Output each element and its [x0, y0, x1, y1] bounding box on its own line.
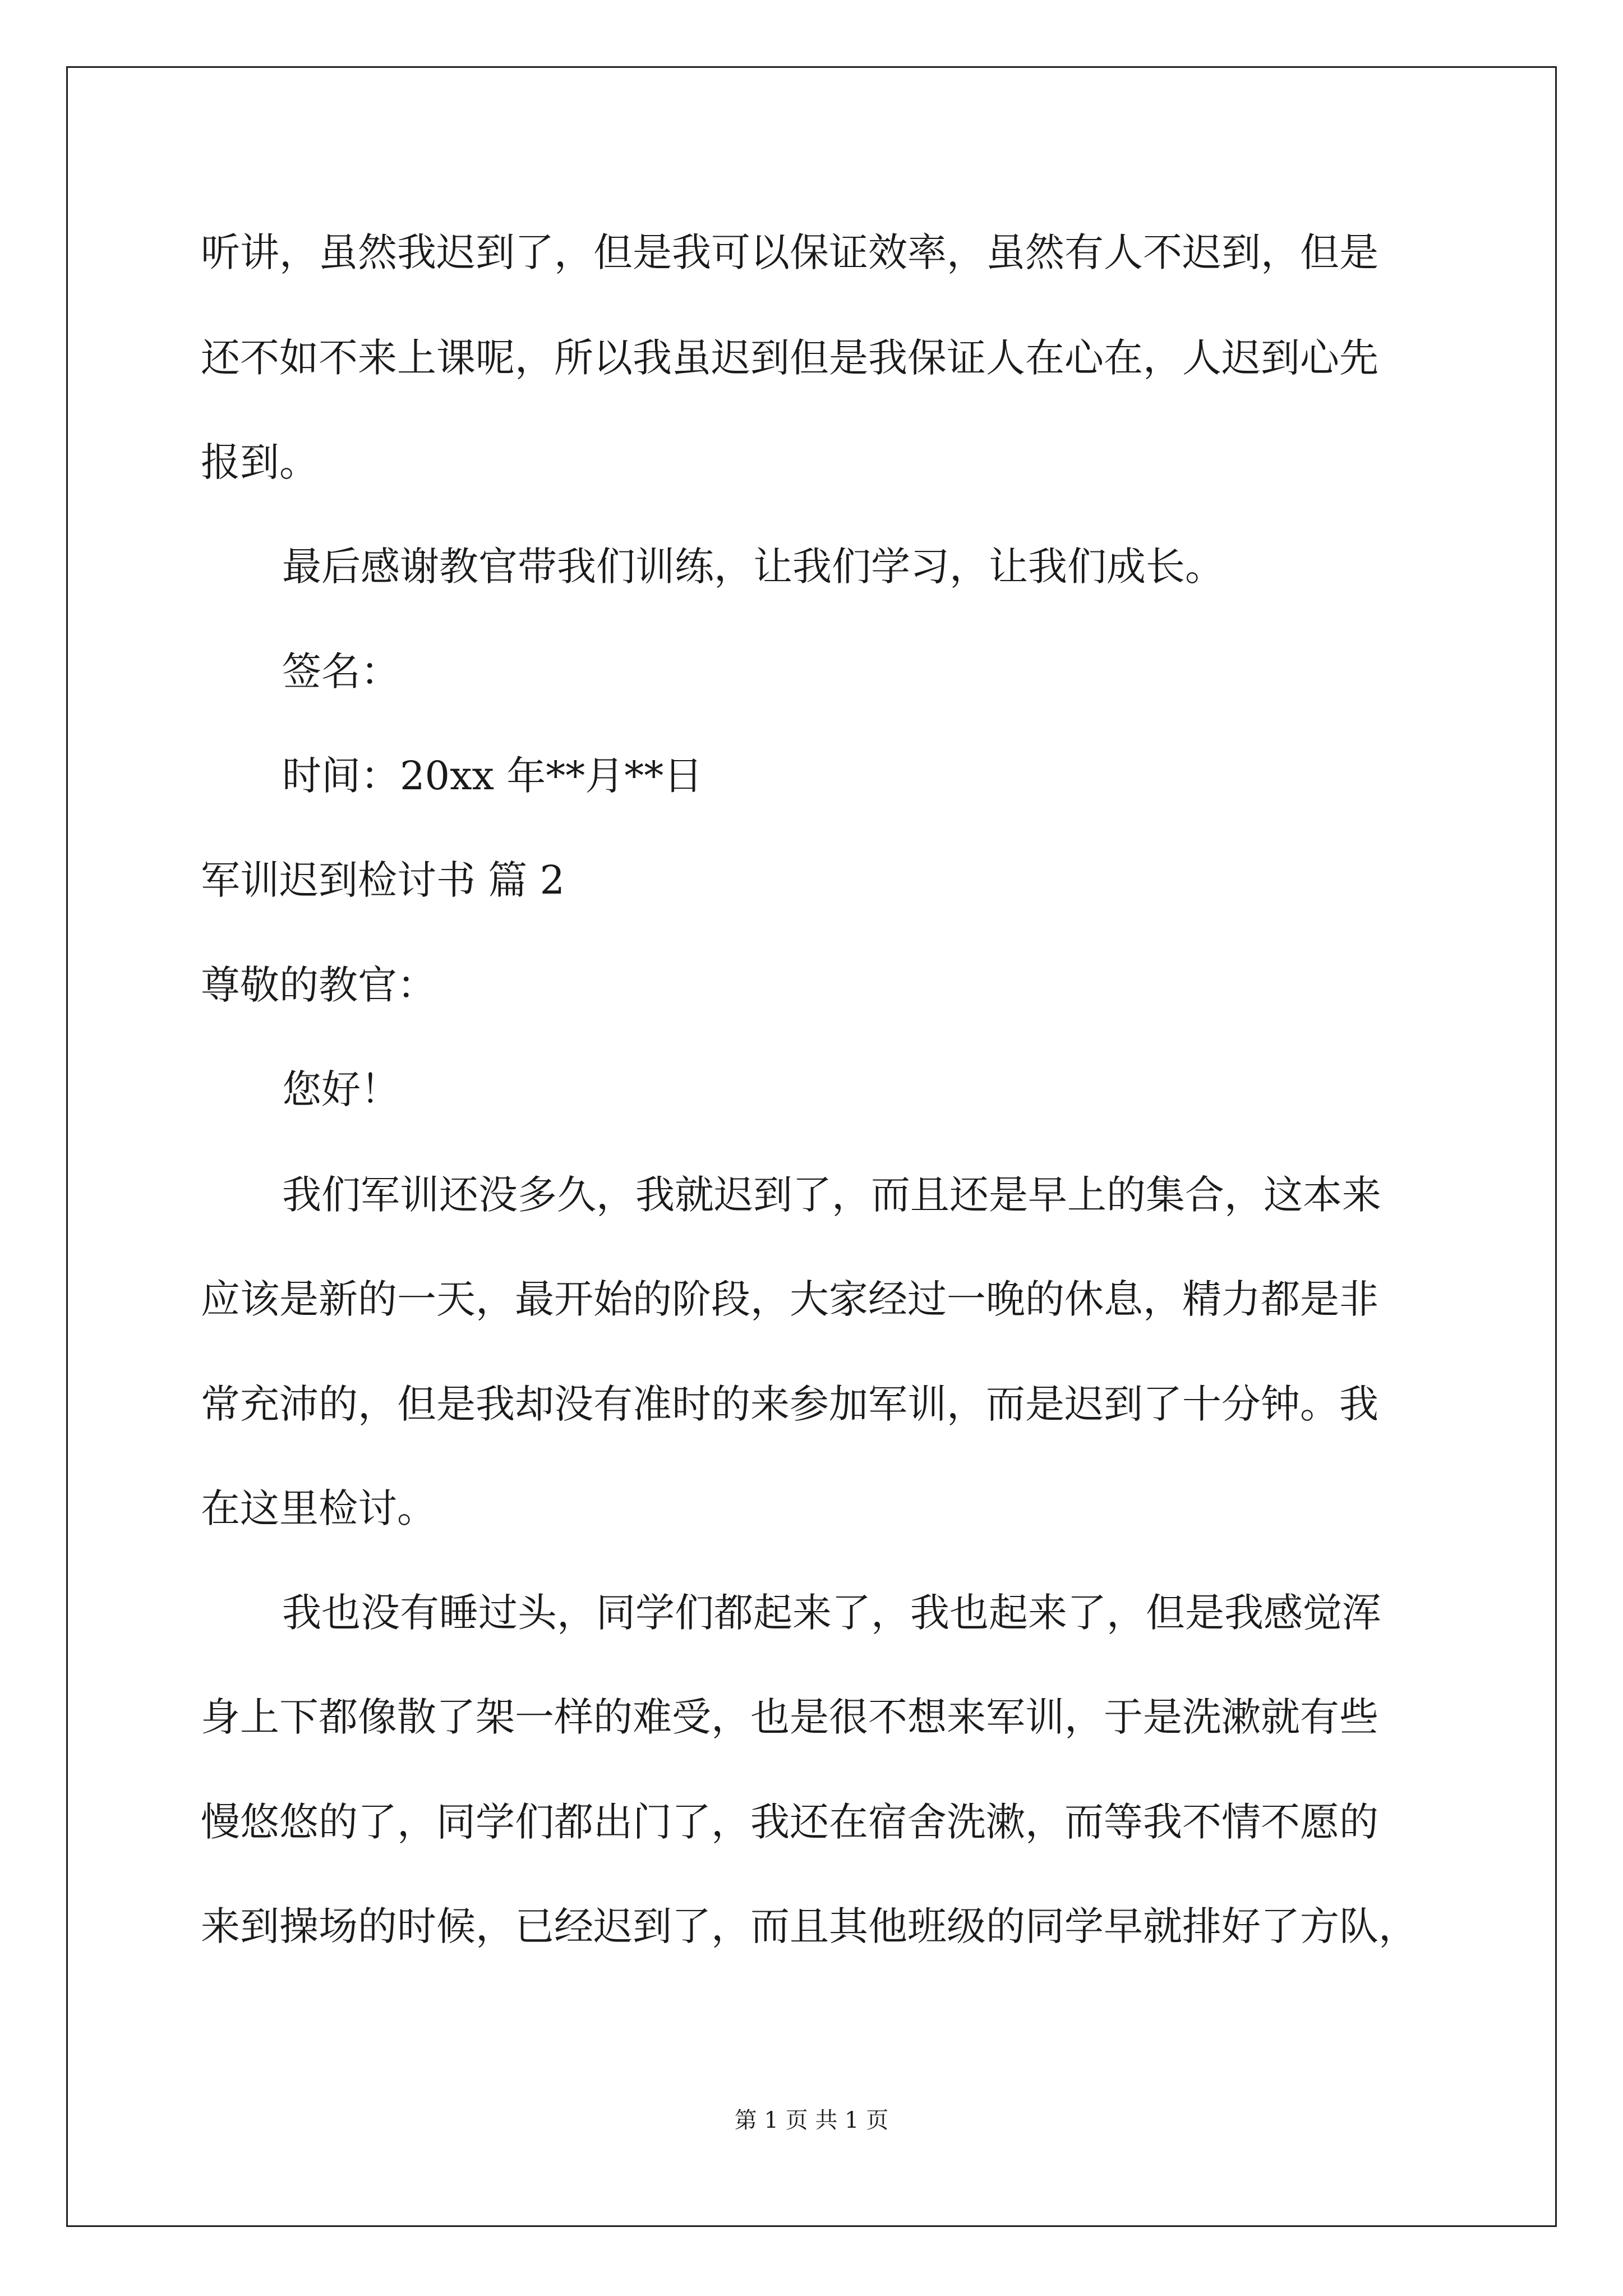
paragraph-line: 身上下都像散了架一样的难受，也是很不想来军训，于是洗漱就有些	[201, 1694, 1378, 1740]
date-line: 时间：20xx 年**月**日	[282, 753, 703, 799]
salutation: 尊敬的教官：	[201, 962, 436, 1008]
paragraph-line: 慢悠悠的了，同学们都出门了，我还在宿舍洗漱，而等我不情不愿的	[201, 1799, 1378, 1845]
greeting: 您好！	[282, 1066, 400, 1112]
paragraph-line: 来到操场的时候，已经迟到了，而且其他班级的同学早就排好了方队，	[201, 1903, 1418, 1949]
page-number-footer: 第 1 页 共 1 页	[734, 2108, 889, 2133]
paragraph-line: 常充沛的，但是我却没有准时的来参加军训，而是迟到了十分钟。我	[201, 1381, 1378, 1427]
paragraph-line: 在这里检讨。	[201, 1485, 436, 1531]
paragraph-line: 报到。	[201, 439, 319, 485]
paragraph-line: 我也没有睡过头，同学们都起来了，我也起来了，但是我感觉浑	[282, 1590, 1381, 1636]
paragraph-line: 听讲，虽然我迟到了，但是我可以保证效率，虽然有人不迟到，但是	[201, 229, 1378, 275]
paragraph-line: 最后感谢教官带我们训练，让我们学习，让我们成长。	[282, 544, 1224, 590]
paragraph-line: 应该是新的一天，最开始的阶段，大家经过一晚的休息，精力都是非	[201, 1276, 1378, 1322]
signature-label: 签名：	[282, 648, 400, 694]
paragraph-line: 还不如不来上课呢，所以我虽迟到但是我保证人在心在，人迟到心先	[201, 335, 1378, 381]
paragraph-line: 我们军训还没多久，我就迟到了，而且还是早上的集合，这本来	[282, 1172, 1381, 1218]
section-title: 军训迟到检讨书 篇 2	[201, 857, 565, 903]
